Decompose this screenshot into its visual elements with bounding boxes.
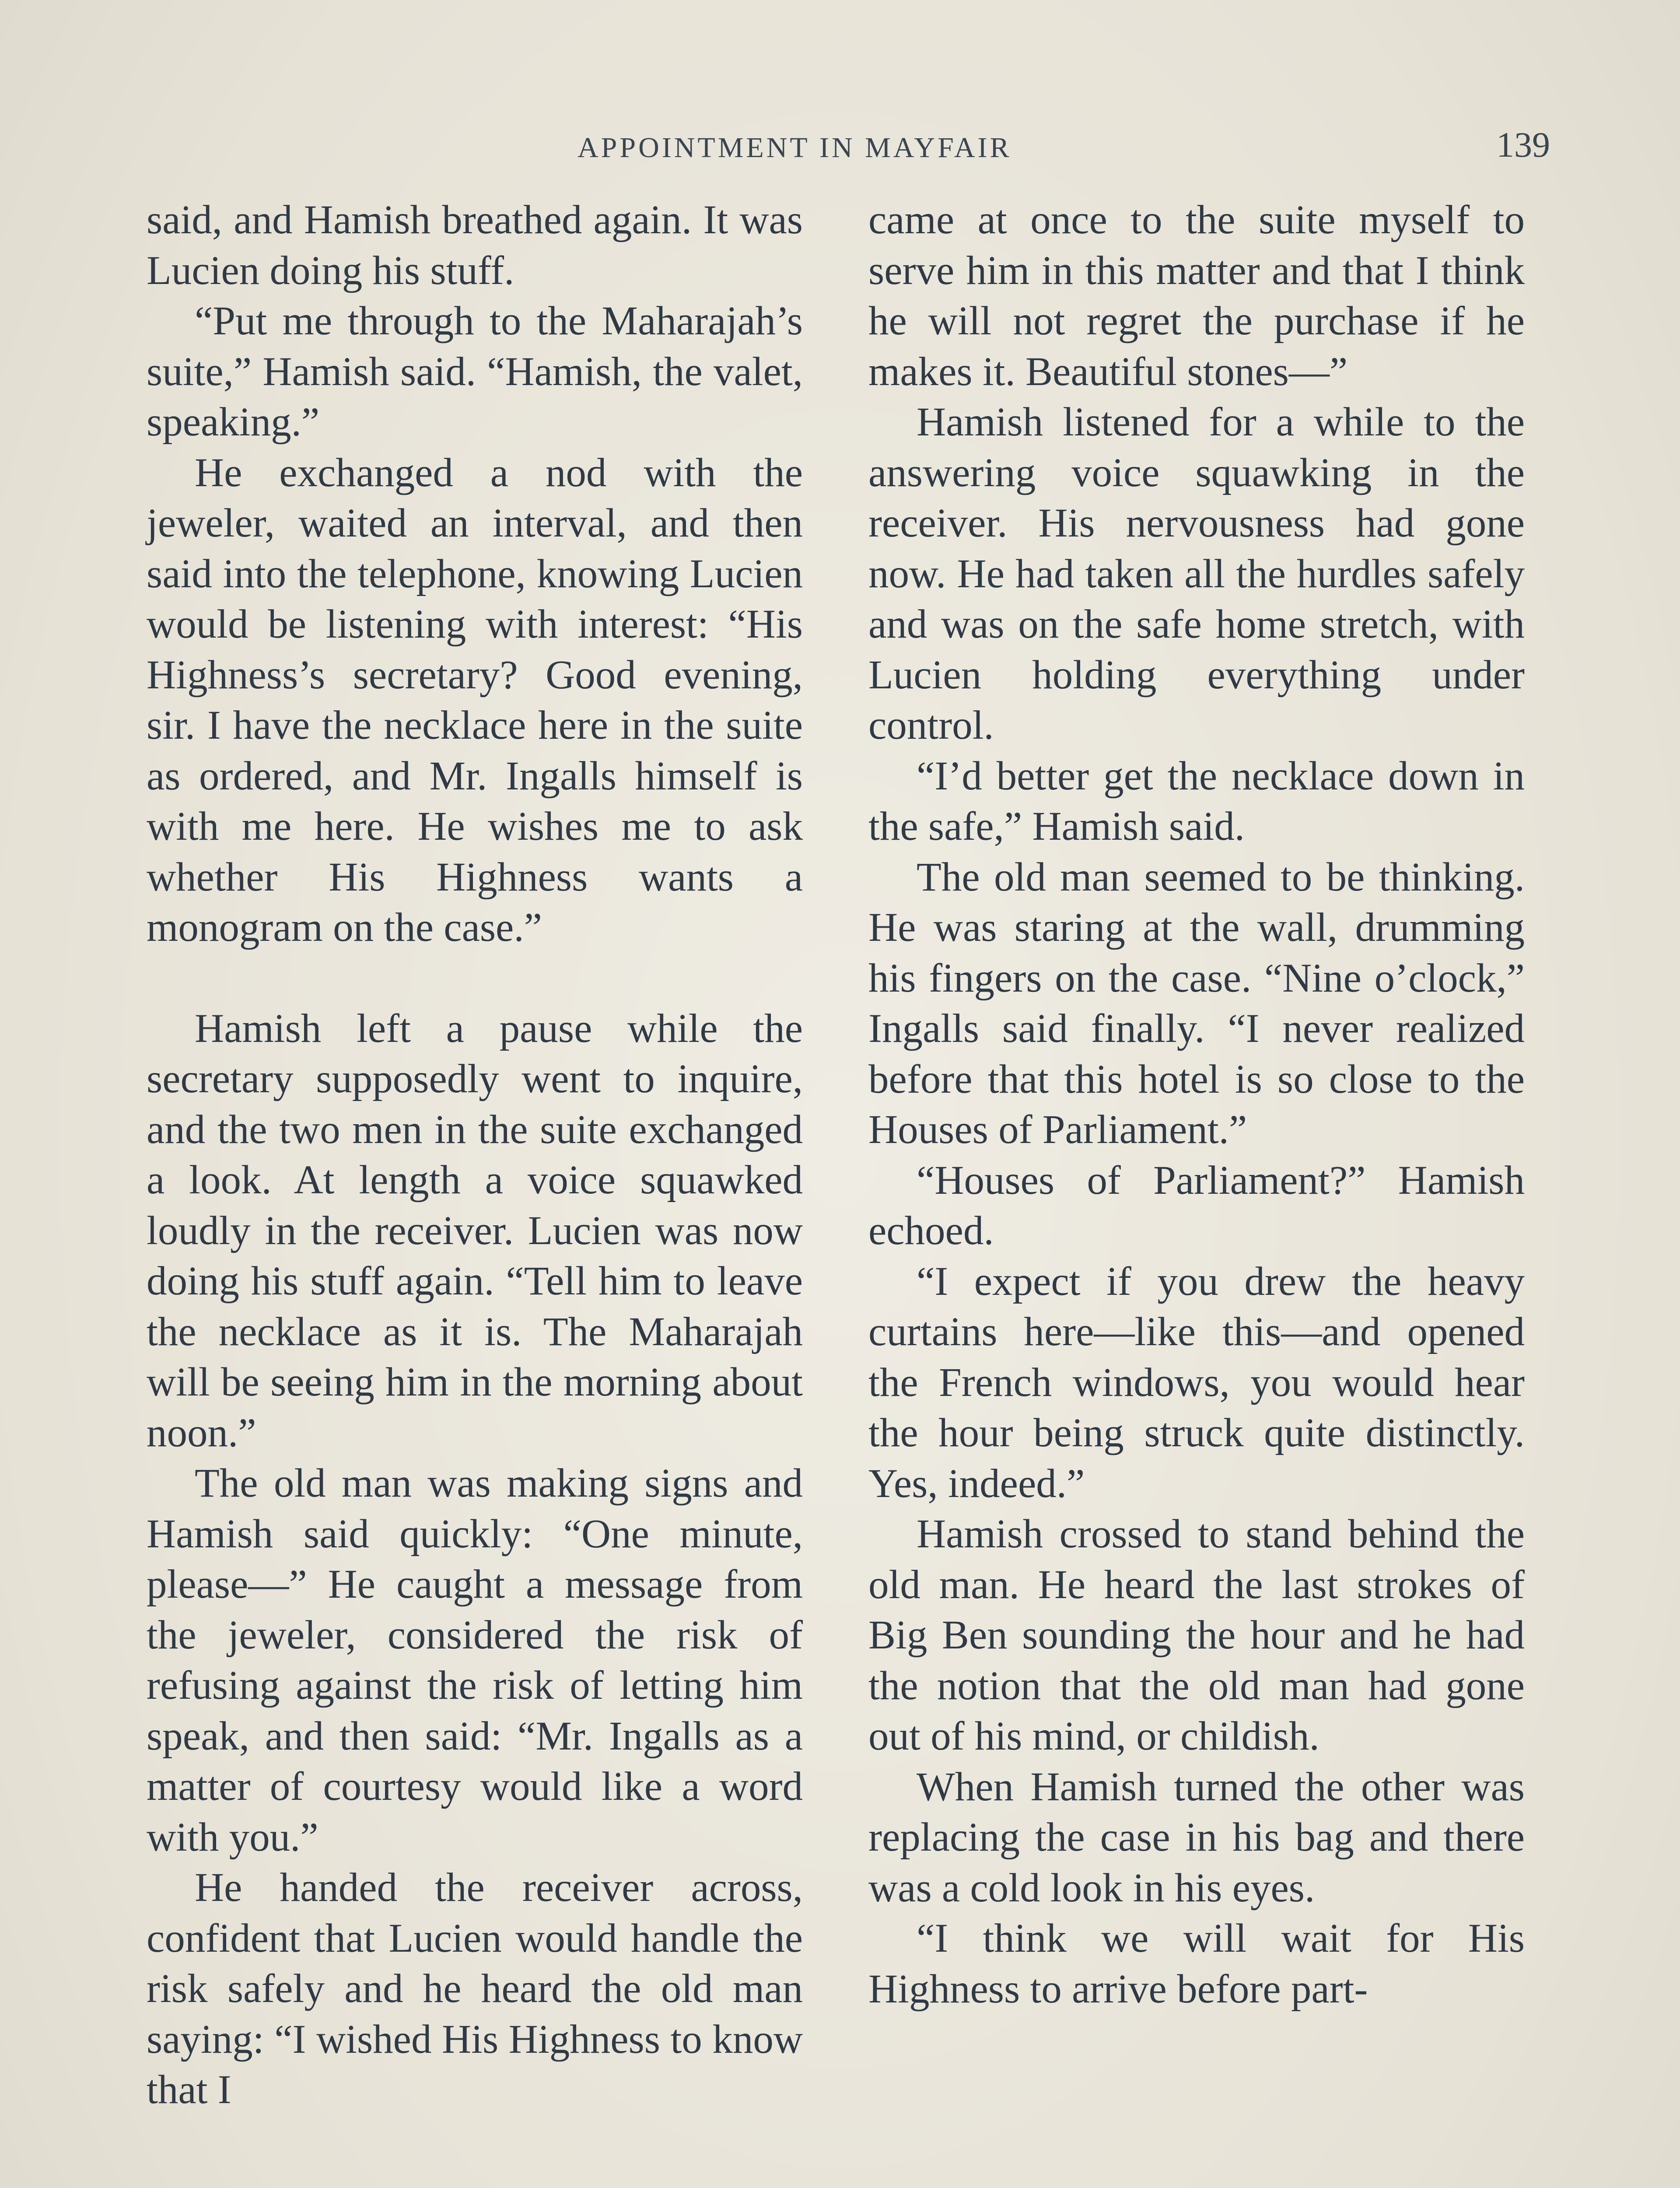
- paragraph: Hamish left a pause while the secretary supposedly went to inquire, and the two men in the suite exchanged a look. At length a voice squawked loudly in the receiver. Lucien was now doing his stuff again. “Tell him to leave the necklace as it is. The Maharajah will be seeing him in the morning about noon.”: [147, 1006, 803, 1455]
- right-column: [868, 195, 1525, 2014]
- paragraph: When Hamish turned the other was replacing the case in his bag and there was a cold look in his eyes.: [868, 1764, 1525, 1911]
- paragraph: “Houses of Parliament?” Hamish echoed.: [868, 1157, 1525, 1253]
- paragraph: Hamish crossed to stand behind the old man. He heard the last strokes of Big Ben sounding the hour and he had the notion that the old man had gone out of his mind, or childish.: [868, 1511, 1525, 1759]
- paragraph: came at once to the suite myself to serve him in this matter and that I think he will not regret the purchase if he makes it. Beautiful stones—”: [868, 197, 1525, 394]
- page-number: 139: [1496, 125, 1550, 165]
- paragraph: “I expect if you drew the heavy curtains here—like this—and opened the French windows, you would hear the hour being struck quite distinctly. Yes, indeed.”: [868, 1259, 1525, 1506]
- paragraph: said, and Hamish breathed again. It was Lucien doing his stuff.: [147, 197, 803, 293]
- paragraph: The old man seemed to be thinking. He was staring at the wall, drumming his fingers on the case. “Nine o’clock,” Ingalls said finally. “I never realized before that this hotel is so close to the Houses of Parliament.”: [868, 854, 1525, 1152]
- paragraph: The old man was making signs and Hamish said quickly: “One minute, please—” He caught a message from the jeweler, considered the risk of refusing against the risk of letting him speak, and then said: “Mr. Ingalls as a matter of courtesy would like a word with you.”: [147, 1461, 803, 1860]
- paragraph: He exchanged a nod with the jeweler, waited an interval, and then said into the telephone, knowing Lucien would be listening with interest: “His Highness’s secretary? Good evening, sir. I have the necklace here in the suite as ordered, and Mr. Ingalls himself is with me here. He wishes me to ask whether His Highness wants a monogram on the case.”: [147, 450, 803, 950]
- running-title: APPOINTMENT IN MAYFAIR: [578, 132, 1012, 164]
- paragraph: Hamish listened for a while to the answering voice squawking in the receiver. His nervousness had gone now. He had taken all the hurdles safely and was on the safe home stretch, with Lucien holding everything under control.: [868, 400, 1525, 748]
- paragraph: “Put me through to the Maharajah’s suite,” Hamish said. “Hamish, the valet, speaking.”: [147, 298, 803, 445]
- paragraph: He handed the receiver across, confident that Lucien would handle the risk safely and he heard the old man saying: “I wished His Highness to know that I: [147, 1865, 803, 2112]
- paragraph: “I’d better get the necklace down in the safe,” Hamish said.: [868, 753, 1525, 849]
- left-column: [147, 195, 803, 2115]
- paragraph: “I think we will wait for His Highness to arrive before part-: [868, 1916, 1525, 2012]
